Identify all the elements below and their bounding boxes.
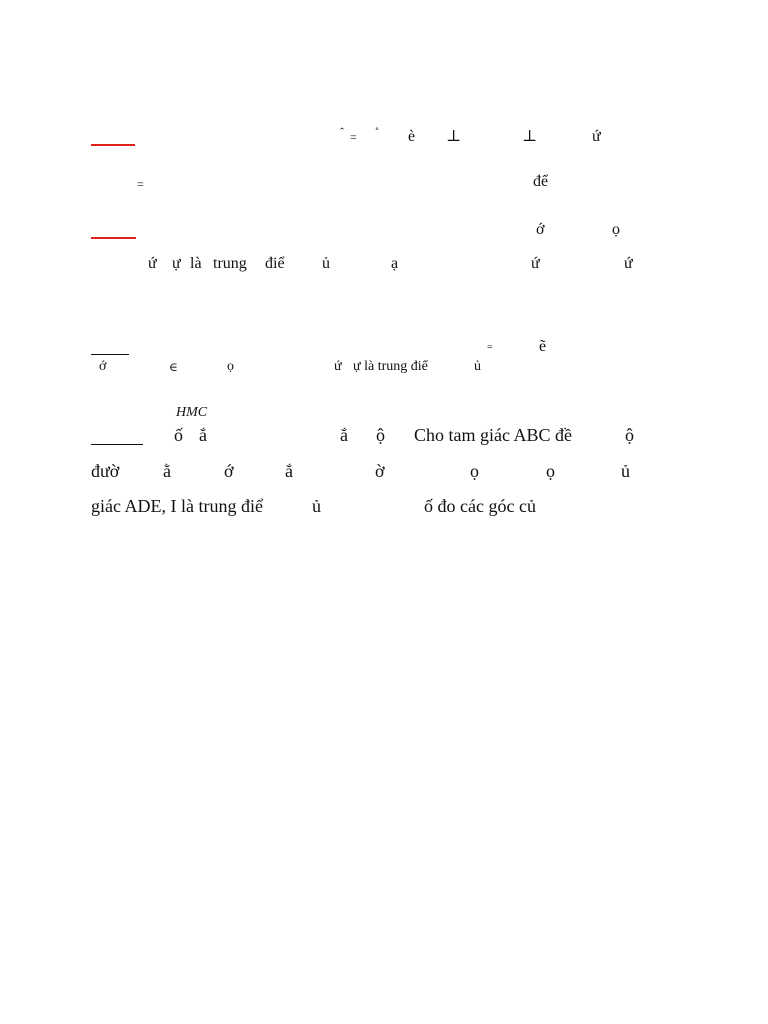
text-fragment: ẽ	[539, 338, 547, 355]
text-fragment: ớ	[99, 359, 107, 374]
text-fragment: ∈	[169, 360, 178, 374]
text-fragment: ắ	[285, 461, 293, 481]
text-fragment: ứ	[334, 359, 342, 374]
text-fragment: ắ	[340, 425, 348, 445]
text-fragment: ⊥	[446, 128, 462, 145]
text-fragment: è	[408, 128, 416, 145]
text-fragment: ứ	[531, 255, 540, 272]
text-fragment: ủ	[312, 496, 321, 516]
text-fragment: ọ	[546, 461, 555, 481]
text-fragment: ộ	[376, 425, 385, 445]
text-fragment: ạ	[391, 255, 399, 272]
black-rule	[91, 444, 143, 445]
text-fragment: giác ADE, I là trung điể	[91, 496, 263, 516]
text-fragment: đườ	[91, 461, 120, 481]
text-fragment: ộ	[625, 425, 634, 445]
text-fragment: ⊥	[522, 128, 538, 145]
red-rule	[91, 237, 136, 239]
text-fragment: ứ	[592, 128, 601, 145]
text-fragment: ủ	[322, 255, 330, 272]
text-fragment: ọ	[227, 359, 234, 374]
red-rule	[91, 144, 135, 146]
text-fragment: là	[190, 255, 202, 272]
math-label: HMC	[176, 405, 208, 420]
text-fragment: ờ	[375, 461, 385, 481]
text-fragment: =	[487, 342, 493, 353]
black-rule	[91, 354, 129, 355]
text-fragment: ằ	[163, 461, 171, 481]
text-fragment: trung	[213, 255, 247, 272]
text-fragment: để	[533, 173, 549, 190]
text-fragment: ọ	[612, 221, 620, 238]
text-fragment: ố đo các góc củ	[424, 496, 536, 516]
text-fragment: ˆ	[340, 125, 344, 139]
text-fragment: ứ	[148, 255, 157, 272]
text-fragment: ủ	[474, 359, 481, 374]
text-fragment: ứ	[624, 255, 633, 272]
text-fragment: =	[137, 177, 144, 191]
text-fragment: ự	[172, 255, 181, 272]
text-fragment: ớ	[536, 221, 545, 238]
text-fragment: ắ	[199, 425, 207, 445]
text-fragment: Cho tam giác ABC đề	[414, 425, 572, 445]
text-fragment: =	[350, 130, 357, 144]
text-fragment: điể	[265, 255, 285, 272]
text-fragment: ự là trung điể	[353, 359, 428, 374]
text-fragment: ˚	[375, 125, 379, 139]
text-fragment: ọ	[470, 461, 479, 481]
text-fragment: ớ	[224, 461, 234, 481]
text-fragment: ủ	[621, 461, 630, 481]
text-fragment: ố	[174, 425, 183, 445]
